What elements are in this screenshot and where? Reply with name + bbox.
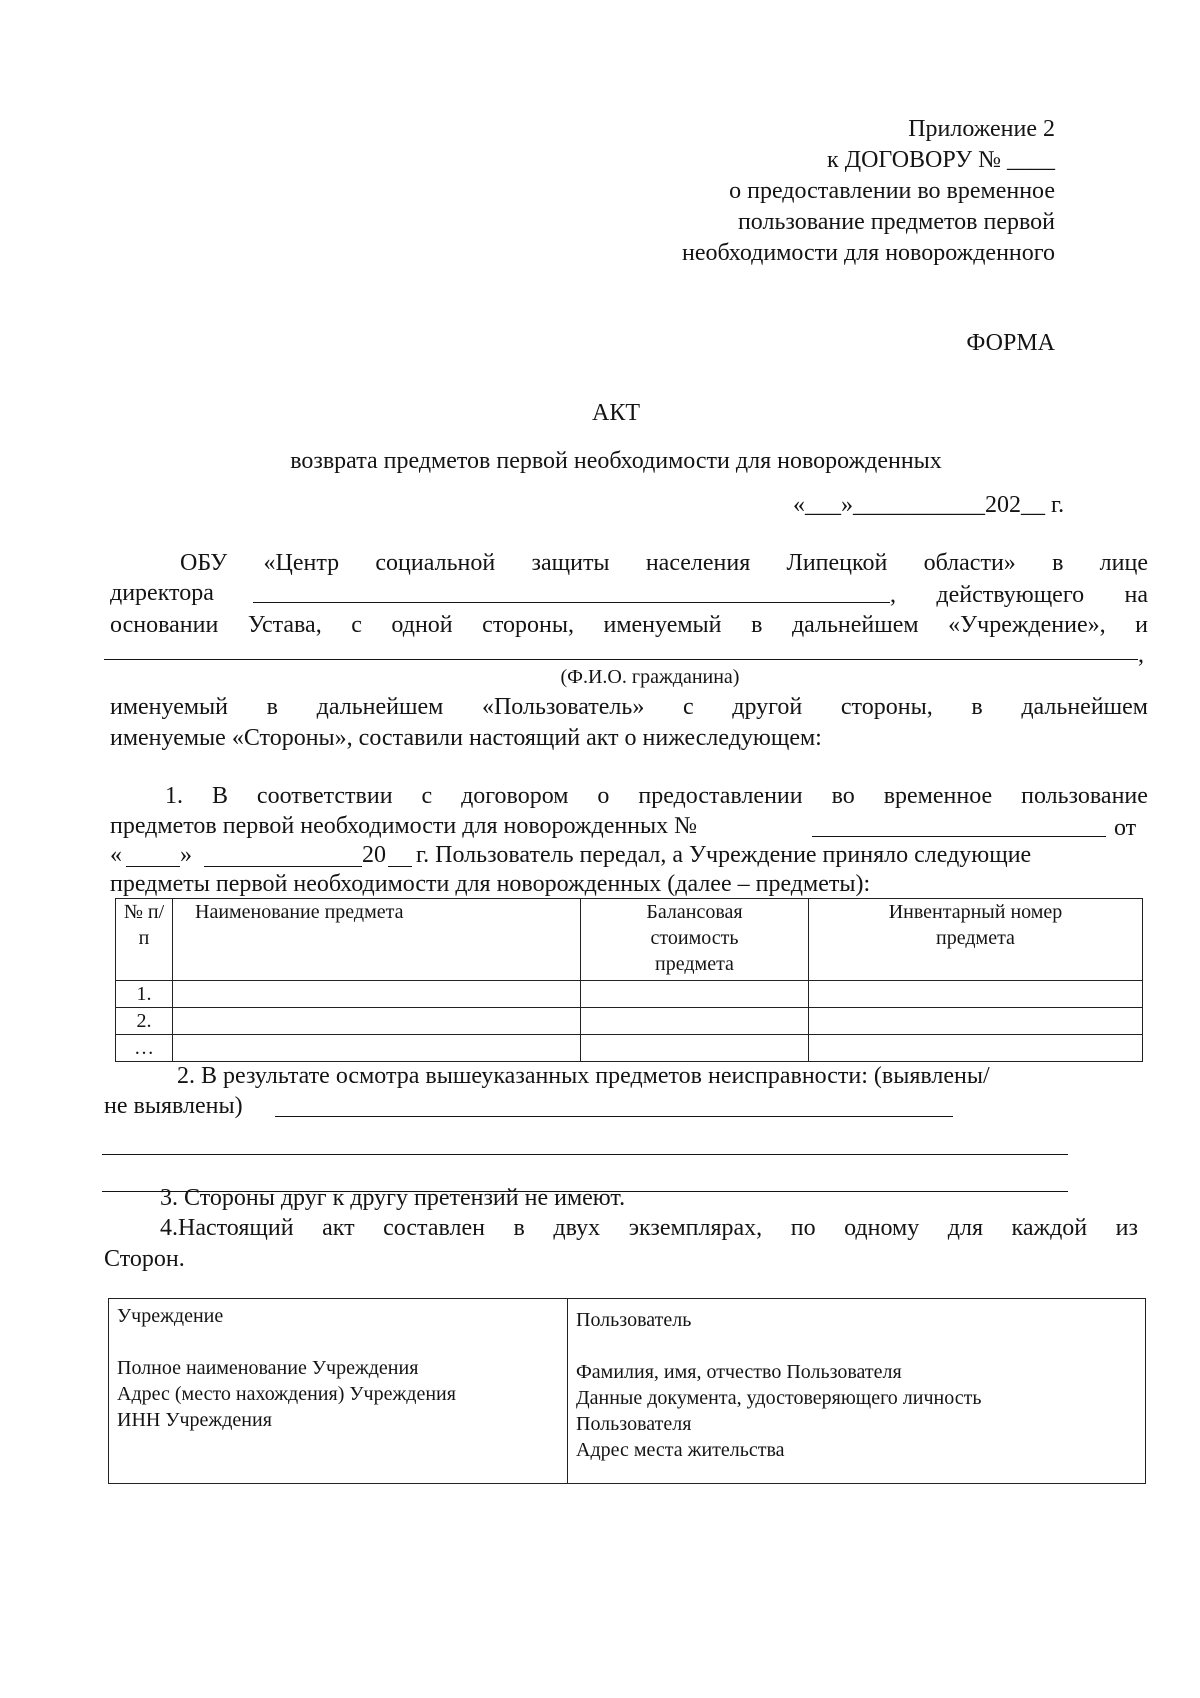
p1-line-2-text: предметов первой необходимости для новорожденных № (110, 813, 698, 839)
word: акт (322, 1215, 355, 1241)
word: лице (1099, 550, 1148, 576)
row-item-name-cell[interactable] (173, 1008, 581, 1035)
institution-title: Учреждение (117, 1305, 224, 1327)
institution-cell (109, 1299, 568, 1484)
signature-table (108, 1298, 1146, 1484)
word: в (513, 1215, 525, 1241)
word: «Пользователь» (481, 694, 645, 720)
word: о (597, 783, 610, 809)
row-balance-value-cell[interactable] (581, 981, 809, 1008)
word: и (1135, 612, 1148, 638)
user-address: Адрес места жительства (576, 1439, 785, 1461)
word: основании (110, 612, 219, 638)
header-line-5: необходимости для новорожденного (681, 240, 1055, 266)
intro-line-5 (110, 692, 1148, 722)
word: именуемый (110, 694, 229, 720)
year-blank (388, 866, 412, 867)
header-number: № п/п (123, 901, 165, 949)
header-line-4: пользование предметов первой (737, 209, 1055, 235)
row-inventory-number-cell[interactable] (809, 1008, 1143, 1035)
user-cell (568, 1299, 1146, 1484)
word: социальной (375, 550, 496, 576)
word: пользование (1021, 783, 1148, 809)
header-item-name: Наименование предмета (195, 901, 404, 923)
user-title: Пользователь (576, 1309, 692, 1331)
word: каждой (1011, 1215, 1088, 1241)
header-inventory-number: Инвентарный номер предмета (888, 901, 1063, 949)
intro-line-1 (180, 548, 1148, 578)
intro-line-3 (110, 610, 1148, 640)
citizen-name-blank (104, 659, 1138, 660)
word: действующего (936, 582, 1085, 608)
p1-line-2 (110, 811, 697, 841)
word: 4.Настоящий (160, 1215, 294, 1241)
document-date-line: «___»___________202__ г. (793, 492, 1065, 518)
citizen-name-comma: , (1138, 642, 1144, 668)
user-full-name: Фамилия, имя, отчество Пользователя (576, 1361, 902, 1383)
word: одному (844, 1215, 920, 1241)
word: одной (391, 612, 453, 638)
items-table (115, 898, 1143, 1062)
p1-line-2-suffix: от (1114, 815, 1137, 841)
date-open-quote: « (110, 842, 122, 868)
row-inventory-number-cell[interactable] (809, 1035, 1143, 1062)
word: в (266, 694, 279, 720)
word: в (751, 612, 763, 638)
header-number-cell (116, 899, 173, 981)
user-id-document-cont: Пользователя (576, 1413, 692, 1435)
word: стороны, (482, 612, 574, 638)
document-title: АКТ (592, 400, 640, 426)
word: области» (923, 550, 1016, 576)
row-number-cell: … (116, 1035, 173, 1062)
word: с (682, 694, 694, 720)
contract-number-blank (812, 836, 1106, 837)
year-prefix: 20 (362, 842, 386, 868)
word: экземплярах, (628, 1215, 763, 1241)
word: дальнейшем (791, 612, 919, 638)
table-row (116, 1035, 1143, 1062)
row-item-name-cell[interactable] (173, 1035, 581, 1062)
word: «Центр (263, 550, 340, 576)
word: в (971, 694, 983, 720)
word: Устава, (247, 612, 322, 638)
row-balance-value-cell[interactable] (581, 1008, 809, 1035)
word: из (1115, 1215, 1138, 1241)
header-contract-number-blank: ____ (1007, 147, 1055, 173)
table-row (116, 981, 1143, 1008)
word: другой (732, 694, 803, 720)
row-item-name-cell[interactable] (173, 981, 581, 1008)
row-inventory-number-cell[interactable] (809, 981, 1143, 1008)
p2-line-2: не выявлены) (104, 1093, 243, 1119)
p2-line-1: 2. В результате осмотра вышеуказанных предметов неисправности: (выявлены/ (177, 1063, 990, 1089)
date-close-quote: » (180, 842, 192, 868)
word: населения (645, 550, 751, 576)
header-line-2 (827, 145, 1055, 175)
director-name-blank (253, 602, 890, 603)
word: временное (883, 783, 993, 809)
row-balance-value-cell[interactable] (581, 1035, 809, 1062)
institution-inn: ИНН Учреждения (117, 1409, 272, 1431)
document-subtitle: возврата предметов первой необходимости для новорожденных (290, 448, 942, 474)
word: составлен (383, 1215, 485, 1241)
word: защиты (531, 550, 610, 576)
header-inventory-cell (809, 899, 1143, 981)
word: В (211, 783, 228, 809)
header-line-1: Приложение 2 (908, 116, 1055, 142)
word: двух (553, 1215, 601, 1241)
intro-director-label: директора (110, 580, 214, 606)
p4-line-1 (160, 1213, 1138, 1243)
table-row (116, 1008, 1143, 1035)
word: дальнейшем (1021, 694, 1148, 720)
user-id-document: Данные документа, удостоверяющего личность (576, 1387, 982, 1409)
row-number-cell: 1. (116, 981, 173, 1008)
word: предоставлении (638, 783, 803, 809)
header-value-cell (581, 899, 809, 981)
word: по (790, 1215, 816, 1241)
word: для (947, 1215, 983, 1241)
word: «Учреждение», (948, 612, 1106, 638)
word: в (1052, 550, 1064, 576)
word: стороны, (840, 694, 933, 720)
p4-line-2: Сторон. (104, 1246, 185, 1272)
header-line-3: о предоставлении во временное (729, 178, 1055, 204)
defects-blank-1 (275, 1116, 953, 1117)
intro-line-2-right (890, 580, 1148, 610)
p3-text: 3. Стороны друг к другу претензий не имеют. (160, 1185, 626, 1211)
items-table-header-row (116, 899, 1143, 981)
institution-address: Адрес (место нахождения) Учреждения (117, 1383, 456, 1405)
word: Липецкой (786, 550, 888, 576)
fio-caption: (Ф.И.О. гражданина) (560, 666, 740, 688)
word: , (890, 582, 896, 608)
p1-line-4: предметы первой необходимости для новорожденных (далее – предметы): (110, 871, 871, 897)
institution-full-name: Полное наименование Учреждения (117, 1357, 419, 1379)
word: дальнейшем (316, 694, 444, 720)
defects-blank-2 (102, 1154, 1068, 1155)
header-balance-value: Балансовая стоимость предмета (646, 901, 743, 975)
word: договором (461, 783, 569, 809)
p1-line-1 (165, 781, 1148, 811)
word: именуемый (603, 612, 722, 638)
forma-label: ФОРМА (966, 330, 1055, 356)
day-blank (126, 866, 180, 867)
word: с (351, 612, 362, 638)
row-number-cell: 2. (116, 1008, 173, 1035)
intro-line-6: именуемые «Стороны», составили настоящий акт о нижеследующем: (110, 725, 822, 751)
header-contract-label: к ДОГОВОРУ № (827, 147, 1001, 173)
word: соответствии (256, 783, 393, 809)
word: во (831, 783, 855, 809)
header-name-cell (173, 899, 581, 981)
p1-line-3-rest: г. Пользователь передал, а Учреждение приняло следующие (416, 842, 1032, 868)
word: на (1124, 582, 1148, 608)
word: с (421, 783, 433, 809)
word: ОБУ (180, 550, 228, 576)
word: 1. (165, 783, 183, 809)
month-blank (204, 866, 362, 867)
